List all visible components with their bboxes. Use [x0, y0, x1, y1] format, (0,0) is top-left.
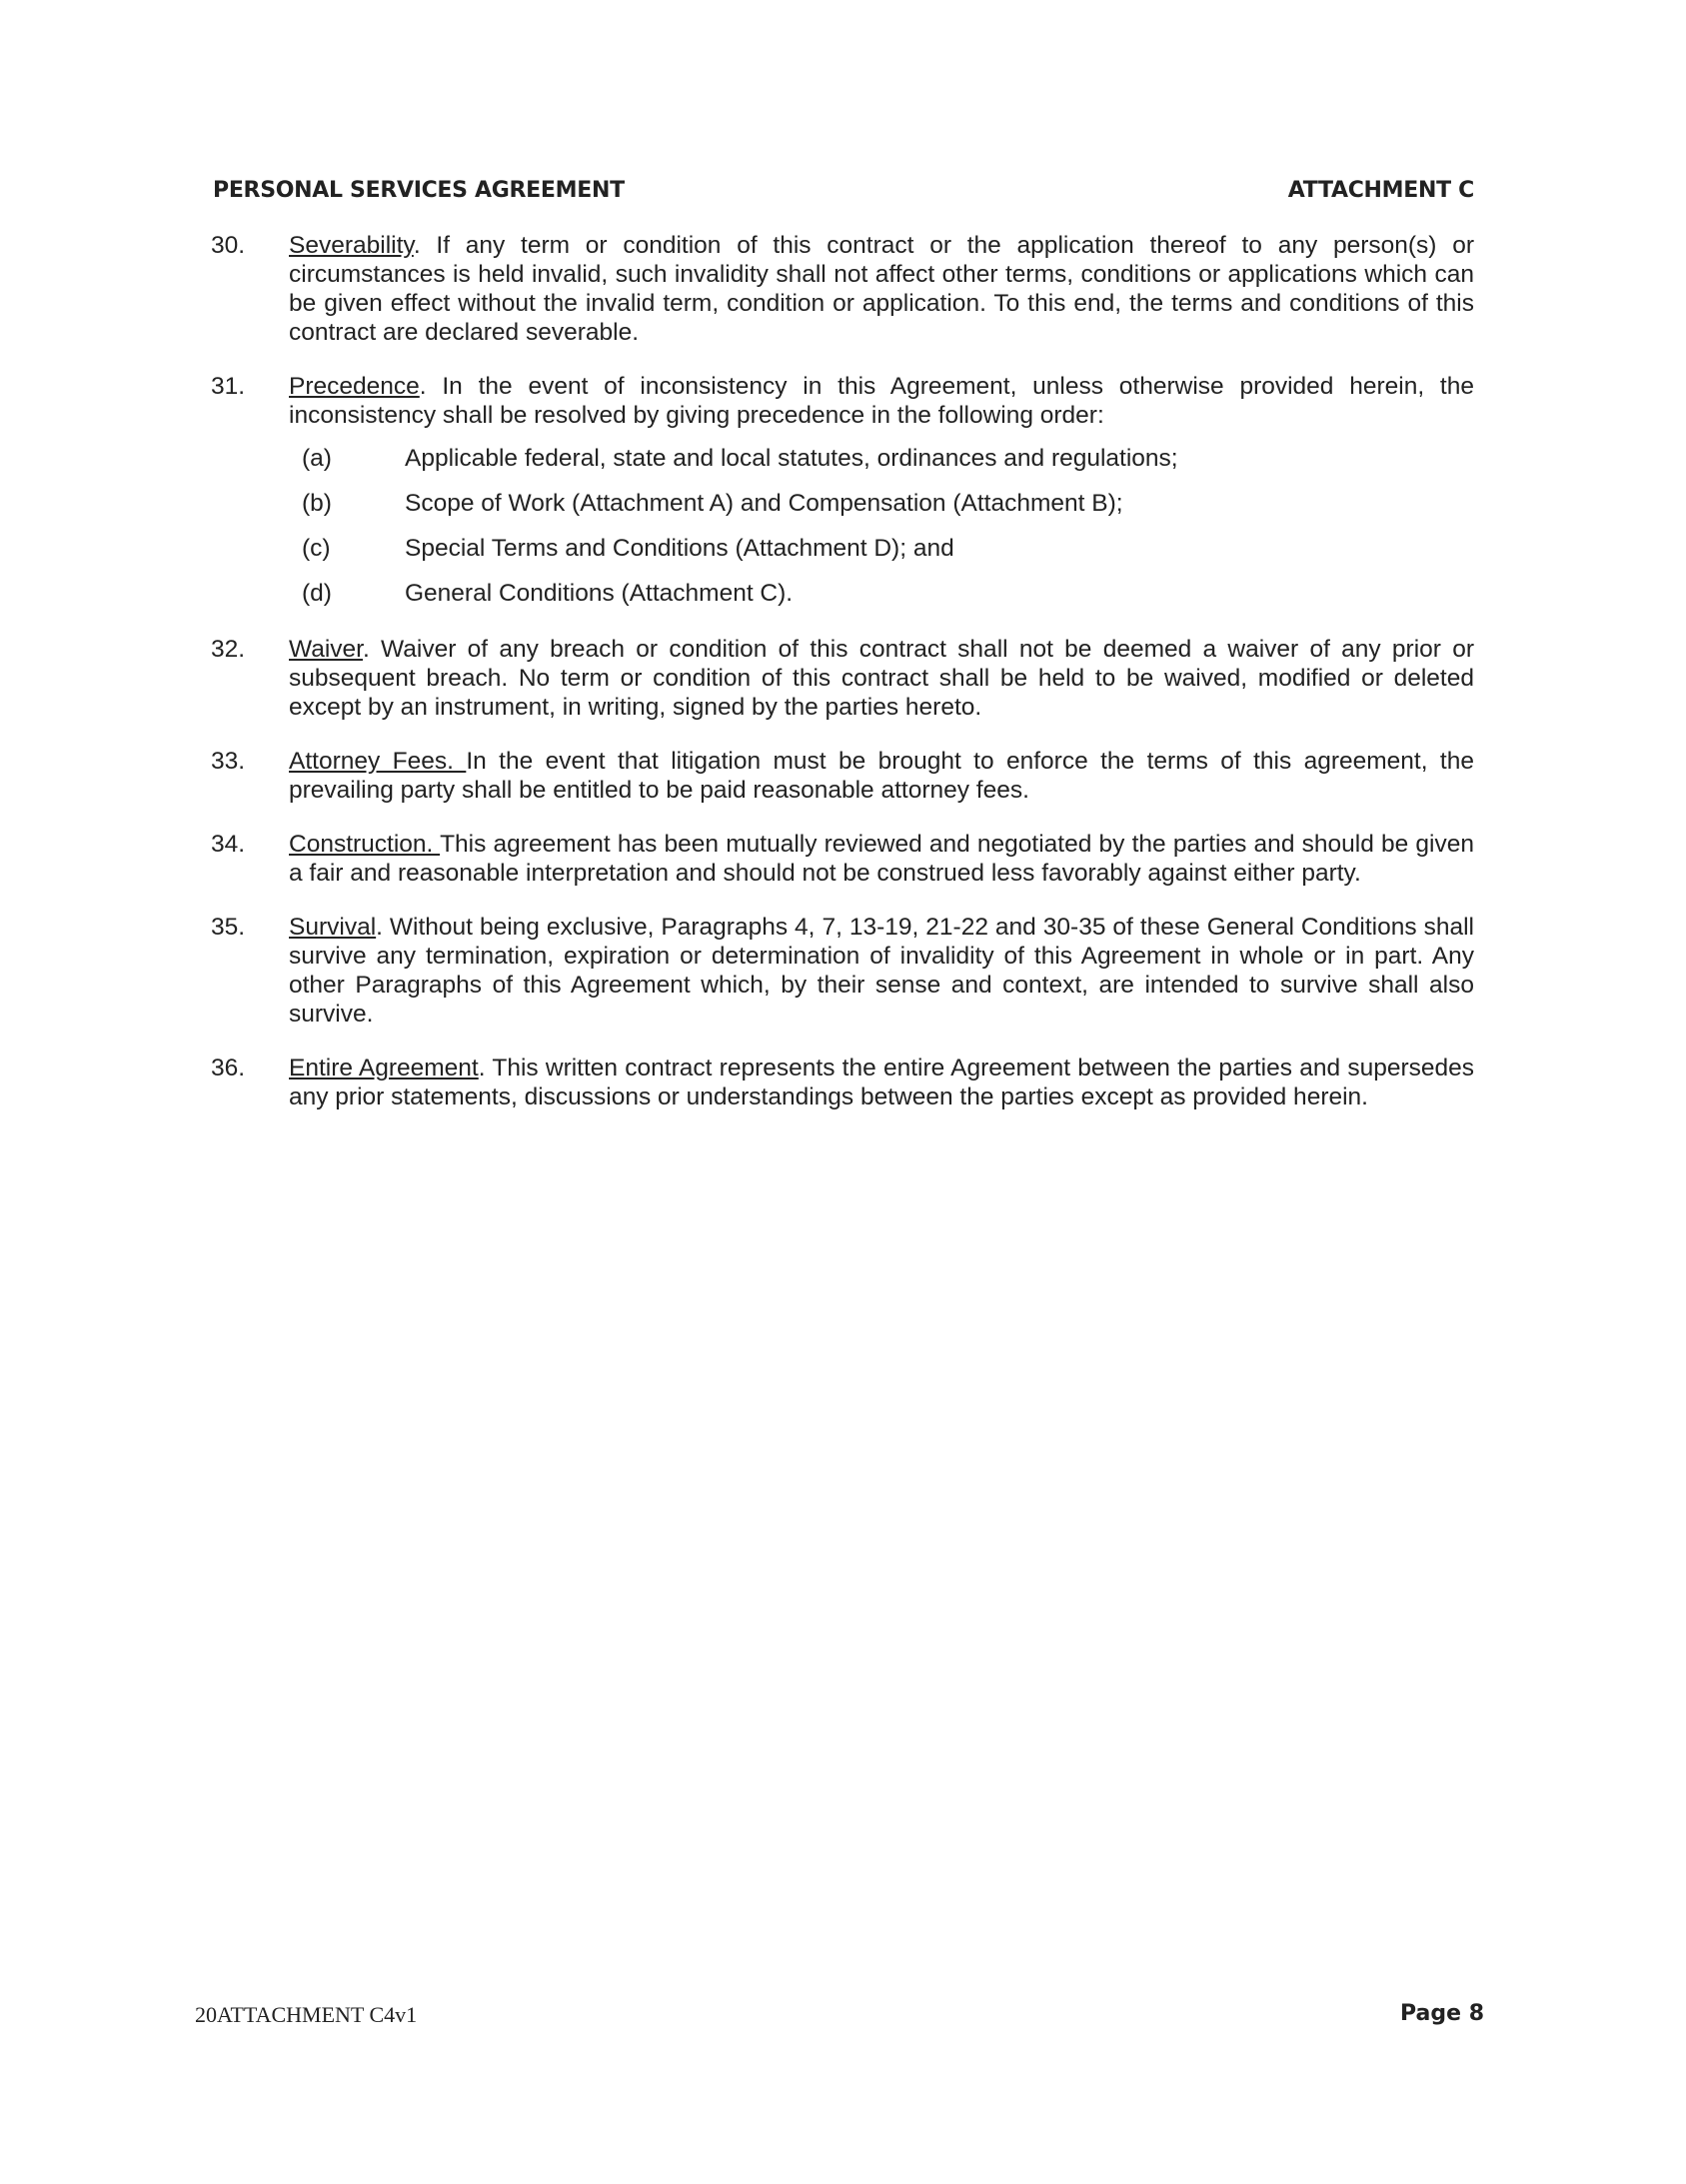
- paragraph-content: [289, 372, 1474, 610]
- paragraph-content: [289, 1054, 1474, 1111]
- item-label: (d): [302, 580, 332, 607]
- precedence-item-b: [289, 488, 1474, 520]
- item-text: Special Terms and Conditions (Attachment D); and: [405, 535, 954, 562]
- paragraph-text: In the event that litigation must be brought to enforce the terms of this agreement, the prevailing party shall be entitled to be paid reasonable attorney fees.: [289, 748, 1474, 804]
- paragraph-33: [211, 747, 1474, 805]
- item-text: General Conditions (Attachment C).: [405, 580, 794, 607]
- footer-page-number: Page 8: [1399, 2001, 1484, 2026]
- paragraph-number: 35.: [211, 914, 246, 941]
- paragraph-content: [289, 830, 1474, 888]
- header-attachment: ATTACHMENT C: [1287, 178, 1474, 203]
- paragraph-text: . In the event of inconsistency in this Agreement, unless otherwise provided herein, the inconsistency shall be resolved by giving precedence in the following order:: [289, 373, 1474, 429]
- paragraph-text: . If any term or condition of this contract or the application thereof to any person(s) or circumstances is held invalid, such invalidity shall not affect other terms, conditions or applications which can be given effect without the invalid term, condition or application. To this end, the terms and conditions of this contract are declared severable.: [289, 232, 1474, 346]
- paragraph-text: . Waiver of any breach or condition of this contract shall not be deemed a waiver of any prior or subsequent breach. No term or condition of this contract shall be held to be waived, modified or deleted except by an instrument, in writing, signed by the parties hereto.: [289, 636, 1474, 721]
- paragraph-content: [289, 747, 1474, 805]
- item-label: (c): [302, 535, 331, 562]
- paragraph-content: [289, 913, 1474, 1029]
- paragraph-30: [211, 231, 1474, 347]
- paragraph-number: 34.: [211, 831, 246, 858]
- item-text: Applicable federal, state and local statutes, ordinances and regulations;: [405, 445, 1178, 472]
- paragraph-number: 31.: [211, 373, 246, 400]
- item-label: (a): [302, 445, 332, 472]
- precedence-item-a: [289, 443, 1474, 475]
- paragraph-36: [211, 1054, 1474, 1111]
- paragraph-number: 33.: [211, 748, 246, 775]
- paragraph-title: Entire Agreement: [289, 1055, 479, 1082]
- item-text: Scope of Work (Attachment A) and Compensation (Attachment B);: [405, 490, 1123, 517]
- paragraph-title: Construction.: [289, 831, 441, 858]
- paragraph-title: Severability: [289, 232, 414, 259]
- paragraph-text: This agreement has been mutually reviewed and negotiated by the parties and should be given a fair and reasonable interpretation and should not be construed less favorably against either party.: [289, 831, 1474, 887]
- paragraph-number: 30.: [211, 232, 246, 259]
- footer-document-id: 20ATTACHMENT C4v1: [195, 2002, 418, 2027]
- precedence-item-c: [289, 533, 1474, 565]
- paragraph-title: Precedence: [289, 373, 420, 400]
- document-body: [211, 231, 1474, 1136]
- precedence-item-d: [289, 578, 1474, 610]
- paragraph-text: . This written contract represents the entire Agreement between the parties and supersedes any prior statements, discussions or understandings between the parties except as provided herein.: [289, 1055, 1474, 1110]
- header-title: PERSONAL SERVICES AGREEMENT: [213, 178, 625, 203]
- paragraph-31: [211, 372, 1474, 610]
- paragraph-title: Attorney Fees.: [289, 748, 467, 775]
- paragraph-text: . Without being exclusive, Paragraphs 4, 7, 13-19, 21-22 and 30-35 of these General Conditions shall survive any termination, expiration or determination of invalidity of this Agreement in whole or in part. Any other Paragraphs of this Agreement which, by their sense and context, are intended to survive shall also survive.: [289, 914, 1474, 1028]
- item-label: (b): [302, 490, 332, 517]
- paragraph-35: [211, 913, 1474, 1029]
- paragraph-content: [289, 231, 1474, 347]
- paragraph-32: [211, 635, 1474, 722]
- paragraph-content: [289, 635, 1474, 722]
- paragraph-number: 36.: [211, 1055, 246, 1082]
- paragraph-number: 32.: [211, 636, 246, 663]
- paragraph-title: Survival: [289, 914, 377, 941]
- paragraph-34: [211, 830, 1474, 888]
- paragraph-title: Waiver: [289, 636, 363, 663]
